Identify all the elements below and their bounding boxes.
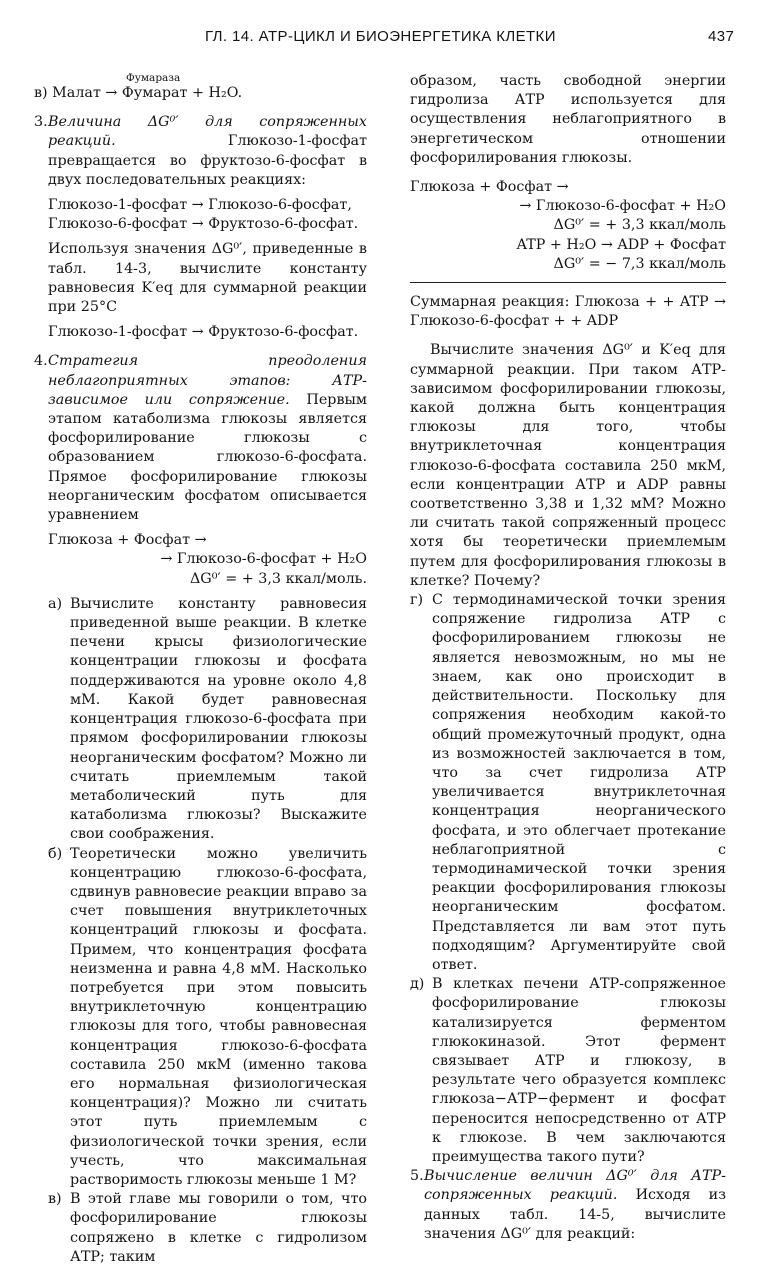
equation-1b: → Глюкозо-6-фосфат + H₂O <box>519 198 726 215</box>
problem-number: 4. <box>34 353 48 370</box>
problem-4-title: Стратегия преодоления неблагоприятных этапов: АТР-зависимое или сопряжение. <box>48 353 367 408</box>
subproblem-v-text: В этой главе мы говорили о том, что фосфорилирование глюкозы сопряжено в клетке с гидролизом АТР; таким <box>70 1191 367 1265</box>
right-column <box>410 72 726 1244</box>
subproblem-g <box>410 591 726 975</box>
subproblem-d-text: В клетках печени АТР-сопряженное фосфорилирование глюкозы катализируется ферментом глюкокиназой. Этот фермент связывает АТР и глюкозу, в результате чего образуется комплекс глюкоза−АТР−фермент и фосфат переносится непосредственно от АТР к глюкозе. В чем заключаются преимущества такого пути? <box>432 976 726 1165</box>
subproblem-label: а) <box>48 595 63 612</box>
subproblem-a-text: Вычислите константу равновесия приведенной выше реакции. В клетке печени крысы физиологические концентрации глюкозы и фосфата поддерживаются на уровне около 4,8 мМ. Какой будет равновесная концентрация глюкозо-6-фосфата при прямом фосфорилировании глюкозы неорганическим фосфатом? Можно ли считать приемлемым такой метаболический путь для катаболизма глюкозы? Выскажите свои соображения. <box>70 595 367 843</box>
enzyme-label: Фумараза <box>126 72 181 84</box>
problem-3-text: Глюкозо-1-фосфат превращается во фруктозо-6-фосфат в двух последовательных реакциях: <box>48 133 367 188</box>
problem-3-body <box>48 113 367 190</box>
problem-3-eq3: Глюкозо-1-фосфат → Фруктозо-6-фосфат. <box>48 324 359 341</box>
subproblem-label: в) <box>48 1191 62 1208</box>
chapter-title: ГЛ. 14. ATP-ЦИКЛ И БИОЭНЕРГЕТИКА КЛЕТКИ <box>205 28 556 45</box>
subproblem-b <box>48 845 367 1191</box>
problem-4-eq2: → Глюкозо-6-фосфат + H₂O <box>160 551 367 568</box>
problem-3-eq2: Глюкозо-6-фосфат → Фруктозо-6-фосфат. <box>48 216 359 233</box>
problem-5-title: Вычисление величин ΔG⁰′ для АТР-сопряженных реакций. <box>424 1168 726 1204</box>
left-column <box>34 72 367 1267</box>
problem-3-title: Величина ΔG⁰′ для сопряженных реакций. <box>48 114 367 150</box>
subproblem-g-text: С термодинамической точки зрения сопряжение гидролиза АТР с фосфорилированием глюкозы не является невозможным, но мы не знаем, как оно происходит в действительности. Поскольку для сопряжения необходим какой-то общий промежуточный продукт, одна из возможностей заключается в том, что за счет гидролиза АТР увеличивается внутриклеточная концентрация неорганического фосфата, и это облегчает протекание неблагоприятной с термодинамической точки зрения реакции фосфорилирования глюкозы неорганическим фосфатом. Представляется ли вам этот путь подходящим? Аргументируйте свой ответ. <box>432 592 726 973</box>
problem-4 <box>34 352 367 1267</box>
running-header <box>0 24 780 54</box>
equation-1a: Глюкоза + Фосфат → <box>410 179 569 196</box>
problem-5-body <box>424 1167 726 1244</box>
problem-4-text: Первым этапом катаболизма глюкозы является фосфорилирование глюкозы с образованием глюкозо-6-фосфата. Прямое фосфорилирование глюкозы неорганическим фосфатом описывается уравнением <box>48 391 367 524</box>
subproblem-v <box>48 1190 367 1267</box>
problem-3-text2: Используя значения ΔG⁰′, приведенные в табл. 14-3, вычислите константу равновесия K′eq для суммарной реакции при 25°C <box>48 241 367 316</box>
subproblem-d <box>410 975 726 1167</box>
equation-2a: ATP + H₂O → ADP + Фосфат <box>516 236 726 253</box>
problem-number: 5. <box>410 1168 424 1185</box>
subproblem-b-text: Теоретически можно увеличить концентрацию глюкозо-6-фосфата, сдвинув равновесие реакции вправо за счет повышения внутриклеточных концентраций глюкозы и фосфата. Примем, что концентрация фосфата неизменна и равна 4,8 мМ. Насколько потребуется при этом повысить внутриклеточную концентрацию глюкозы для того, чтобы равновесная концентрация глюкозо-6-фосфата составила 250 мкМ (именно такова его нормальная физиологическая концентрация)? Можно ли считать этот путь приемлемым с физиологической точки зрения, если учесть, что максимальная растворимость глюкозы меньше 1 М? <box>70 845 367 1188</box>
problem-3-eq1: Глюкозо-1-фосфат → Глюкозо-6-фосфат, <box>48 197 352 214</box>
equation-2b: ΔG⁰′ = − 7,3 ккал/моль <box>553 255 726 272</box>
sum-reaction: Суммарная реакция: Глюкоза + + ATP → Глюкозо-6-фосфат + + ADP <box>410 294 726 330</box>
sum-divider <box>410 282 726 283</box>
equation-1c: ΔG⁰′ = + 3,3 ккал/моль <box>553 217 726 234</box>
subproblem-a <box>48 595 367 845</box>
equation-malate: в) Малат → Фумарат + H₂O. <box>34 85 243 101</box>
calc-text: Вычислите значения ΔG⁰′ и K′eq для суммарной реакции. При таком АТР-зависимом фосфорилировании глюкозы, какой должна быть концентрация глюкозы для того, чтобы внутриклеточная концентрация глюкозо-6-фосфата составила 250 мкМ, если концентрации АТР и ADP равны соответственно 3,38 и 1,32 мМ? Можно ли считать такой сопряженный процесс хотя бы теоретически приемлемым путем для фосфорилирования глюкозы в клетке? Почему? <box>410 342 726 589</box>
problem-4-eq3: ΔG⁰′ = + 3,3 ккал/моль. <box>189 570 367 587</box>
subproblem-label: г) <box>410 592 424 609</box>
problem-5-text: Исходя из данных табл. 14-5, вычислите значения ΔG⁰′ для реакций: <box>424 1187 727 1242</box>
subproblem-label: д) <box>410 976 425 993</box>
page-number: 437 <box>708 28 735 45</box>
problem-5 <box>410 1167 726 1244</box>
continued-text: образом, часть свободной энергии гидролиза АТР используется для осуществления неблагоприятного в энергетическом отношении фосфорилирования глюкозы. <box>410 73 726 166</box>
problem-3 <box>34 113 367 342</box>
problem-4-eq1: Глюкоза + Фосфат → <box>48 532 207 549</box>
problem-4-body <box>48 352 367 525</box>
subproblem-label: б) <box>48 845 63 862</box>
problem-number: 3. <box>34 114 48 131</box>
